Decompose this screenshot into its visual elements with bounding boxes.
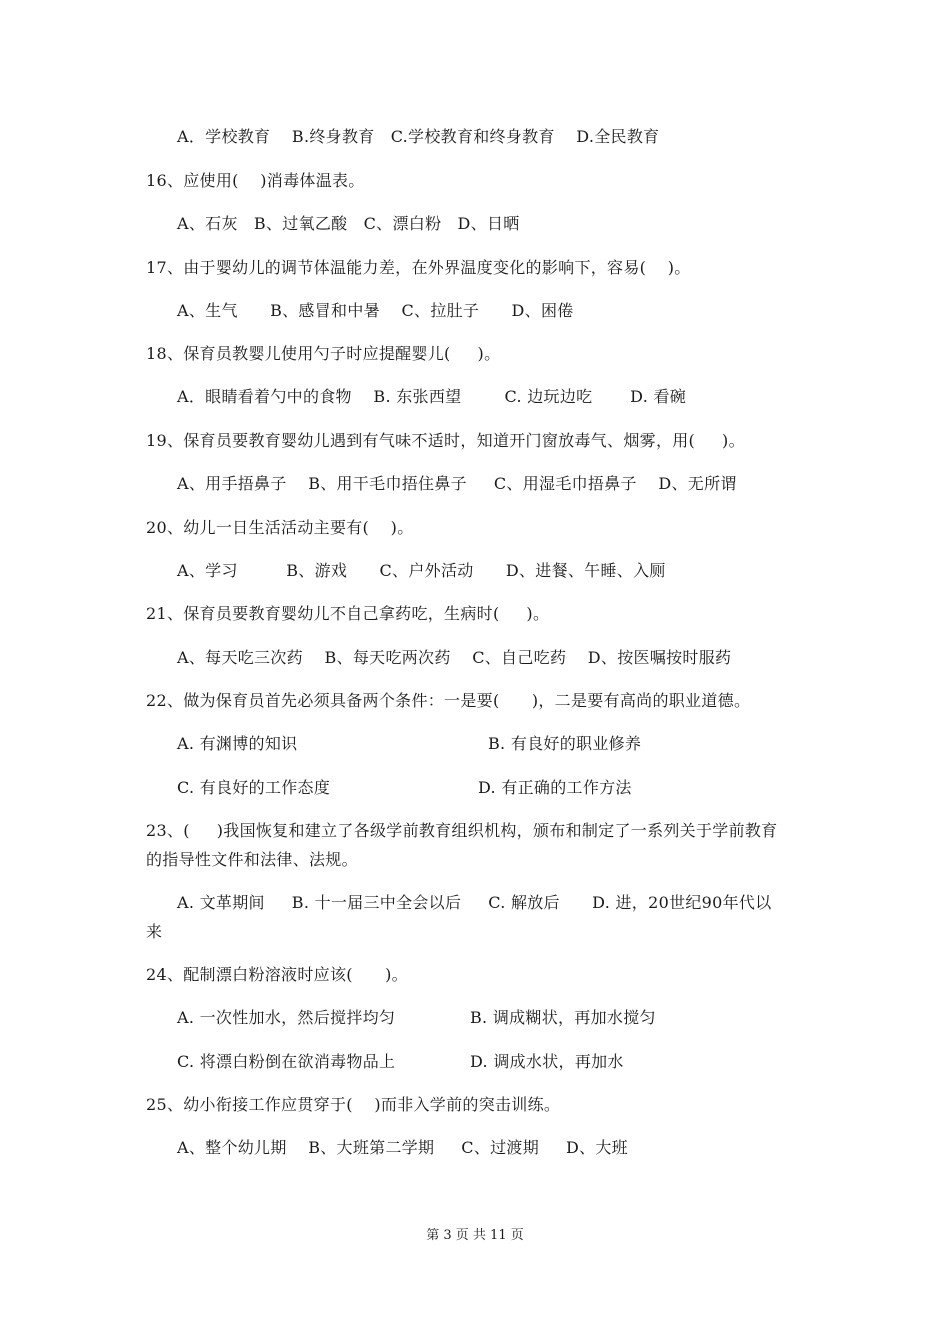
question-20: 20、幼儿一日生活活动主要有( )。 [146, 518, 414, 537]
q19-options: A、用手捂鼻子 B、用干毛巾捂住鼻子 C、用湿毛巾捂鼻子 D、无所谓 [177, 474, 737, 493]
question-21: 21、保育员要教育婴幼儿不自己拿药吃，生病时( )。 [146, 604, 550, 623]
q25-options: A、整个幼儿期 B、大班第二学期 C、过渡期 D、大班 [177, 1138, 628, 1157]
question-23: 23、( )我国恢复和建立了各级学前教育组织机构，颁布和制定了一系列关于学前教育 [146, 821, 778, 840]
question-23-cont: 的指导性文件和法律、法规。 [146, 850, 358, 869]
q24-option-d: D. 调成水状，再加水 [470, 1052, 624, 1071]
q22-option-b: B. 有良好的职业修养 [488, 734, 642, 753]
q24-option-a: A. 一次性加水，然后搅拌均匀 [177, 1008, 396, 1027]
q24-option-c: C. 将漂白粉倒在欲消毒物品上 [177, 1052, 396, 1071]
q22-option-d: D. 有正确的工作方法 [478, 778, 632, 797]
question-16: 16、应使用( )消毒体温表。 [146, 171, 365, 190]
q18-options: A．眼睛看着勺中的食物 B. 东张西望 C. 边玩边吃 D. 看碗 [177, 387, 687, 406]
q23-options: A. 文革期间 B. 十一届三中全会以后 C. 解放后 D. 进，20世纪90年代以 [177, 893, 772, 912]
q17-options: A、生气 B、感冒和中暑 C、拉肚子 D、困倦 [177, 301, 574, 320]
question-18: 18、保育员教婴儿使用勺子时应提醒婴儿( )。 [146, 344, 501, 363]
q21-options: A、每天吃三次药 B、每天吃两次药 C、自己吃药 D、按医嘱按时服药 [177, 648, 732, 667]
q16-options: A、石灰 B、过氧乙酸 C、漂白粉 D、日晒 [177, 214, 520, 233]
page-footer: 第 3 页 共 11 页 [426, 1228, 524, 1243]
question-22: 22、做为保育员首先必须具备两个条件：一是要( )，二是要有高尚的职业道德。 [146, 691, 751, 710]
q23-options-cont: 来 [146, 922, 163, 941]
q22-option-c: C. 有良好的工作态度 [177, 778, 331, 797]
q24-option-b: B. 调成糊状，再加水搅匀 [470, 1008, 656, 1027]
question-19: 19、保育员要教育婴幼儿遇到有气味不适时，知道开门窗放毒气、烟雾，用( )。 [146, 431, 745, 450]
question-17: 17、由于婴幼儿的调节体温能力差，在外界温度变化的影响下，容易( )。 [146, 258, 691, 277]
question-25: 25、幼小衔接工作应贯穿于( )而非入学前的突击训练。 [146, 1095, 561, 1114]
q15-options: A．学校教育 B.终身教育 C.学校教育和终身教育 D.全民教育 [177, 127, 660, 146]
question-24: 24、配制漂白粉溶液时应该( )。 [146, 965, 408, 984]
q20-options: A、学习 B、游戏 C、户外活动 D、进餐、午睡、入厕 [177, 561, 666, 580]
q22-option-a: A. 有渊博的知识 [177, 734, 298, 753]
